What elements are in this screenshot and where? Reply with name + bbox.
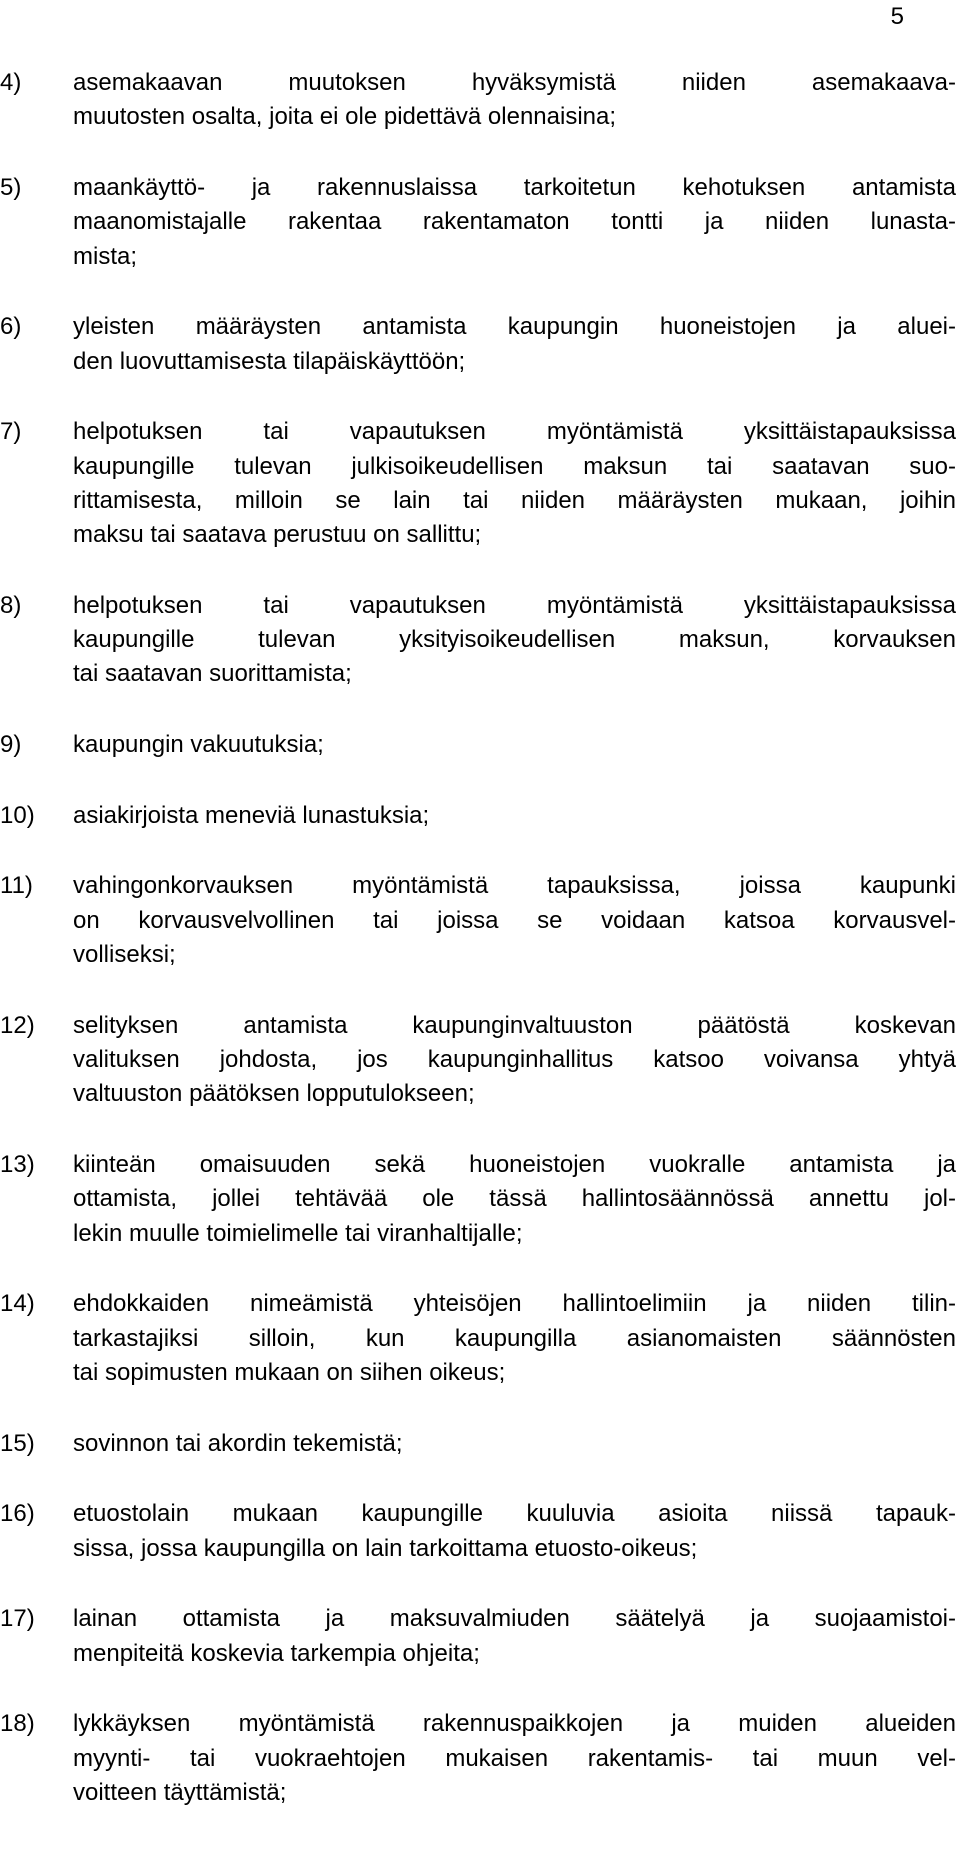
list-item [0, 171, 956, 274]
list-item [0, 1707, 956, 1810]
text-line: mista; [73, 242, 138, 270]
item-number: 13) [0, 1151, 35, 1179]
item-number: 7) [0, 418, 22, 446]
numbered-list [0, 66, 956, 1847]
item-text [73, 1707, 956, 1810]
text-line: muutosten osalta, joita ei ole pidettävä olennaisina; [73, 103, 617, 131]
list-item [0, 1602, 956, 1671]
text-line: ehdokkaiden nimeämistä yhteisöjen hallintoelimiin ja niiden tilin- [73, 1290, 956, 1318]
text-line: voitteen täyttämistä; [73, 1778, 287, 1806]
text-line: kiinteän omaisuuden sekä huoneistojen vuokralle antamista ja [73, 1151, 956, 1179]
text-line: kaupungin vakuutuksia; [73, 731, 324, 759]
item-number: 9) [0, 731, 22, 759]
text-line: lainan ottamista ja maksuvalmiuden säätelyä ja suojaamistoi- [73, 1605, 956, 1633]
list-item [0, 1148, 956, 1251]
list-item [0, 1009, 956, 1112]
item-number: 6) [0, 313, 22, 341]
text-line: tai sopimusten mukaan on siihen oikeus; [73, 1358, 506, 1386]
item-text [73, 66, 956, 135]
list-item [0, 1427, 956, 1461]
item-text [73, 1148, 956, 1251]
list-item [0, 1287, 956, 1390]
item-text [73, 1497, 956, 1566]
item-number: 15) [0, 1429, 35, 1457]
item-number: 8) [0, 591, 22, 619]
list-item [0, 869, 956, 972]
page-number: 5 [890, 3, 904, 30]
text-line: etuostolain mukaan kaupungille kuuluvia asioita niissä tapauk- [73, 1500, 956, 1528]
text-line: tai saatavan suorittamista; [73, 660, 352, 688]
item-text [73, 1009, 956, 1112]
text-line: selityksen antamista kaupunginvaltuuston päätöstä koskevan [73, 1011, 956, 1039]
item-number: 4) [0, 69, 22, 96]
item-number: 18) [0, 1710, 35, 1738]
item-text [73, 415, 956, 552]
text-line: kaupungille tulevan yksityisoikeudellisen maksun, korvauksen [73, 626, 956, 654]
text-line: helpotuksen tai vapautuksen myöntämistä yksittäistapauksissa [73, 591, 956, 619]
list-item [0, 310, 956, 379]
item-number: 16) [0, 1500, 35, 1528]
text-line: lykkäyksen myöntämistä rakennuspaikkojen ja muiden alueiden [73, 1710, 956, 1738]
text-line: den luovuttamisesta tilapäiskäyttöön; [73, 347, 466, 375]
text-line: vahingonkorvauksen myöntämistä tapauksissa, joissa kaupunki [73, 872, 956, 900]
text-line: maksu tai saatava perustuu on sallittu; [73, 521, 482, 549]
text-line: valtuuston päätöksen lopputulokseen; [73, 1080, 475, 1108]
item-number: 10) [0, 801, 35, 829]
item-text [73, 171, 956, 274]
list-item [0, 415, 956, 552]
list-item [0, 66, 956, 135]
item-number: 14) [0, 1290, 35, 1318]
text-line: rittamisesta, milloin se lain tai niiden määräysten mukaan, joihin [73, 486, 956, 514]
text-line: volliseksi; [73, 941, 176, 969]
text-line: asemakaavan muutoksen hyväksymistä niiden asemakaava- [73, 69, 956, 96]
text-line: asiakirjoista meneviä lunastuksia; [73, 801, 430, 829]
item-number: 12) [0, 1011, 35, 1039]
item-text [73, 310, 956, 379]
text-line: valituksen johdosta, jos kaupunginhallitus katsoo voivansa yhtyä [73, 1046, 956, 1074]
text-line: ottamista, jollei tehtävää ole tässä hallintosäännössä annettu jol- [73, 1185, 956, 1213]
list-item [0, 589, 956, 692]
text-line: tarkastajiksi silloin, kun kaupungilla asianomaisten säännösten [73, 1324, 956, 1352]
item-text [73, 728, 956, 762]
item-number: 5) [0, 173, 22, 201]
item-text [73, 1427, 956, 1461]
text-line: lekin muulle toimielimelle tai viranhaltijalle; [73, 1219, 523, 1247]
item-number: 11) [0, 872, 33, 900]
list-item [0, 1497, 956, 1566]
text-line: kaupungille tulevan julkisoikeudellisen maksun tai saatavan suo- [73, 452, 956, 480]
item-text [73, 1602, 956, 1671]
item-text [73, 799, 956, 833]
item-number: 17) [0, 1605, 35, 1633]
list-item [0, 728, 956, 762]
text-line: yleisten määräysten antamista kaupungin huoneistojen ja aluei- [73, 313, 956, 341]
text-line: maankäyttö- ja rakennuslaissa tarkoitetun kehotuksen antamista [73, 173, 956, 201]
text-line: maanomistajalle rakentaa rakentamaton tontti ja niiden lunasta- [73, 208, 956, 236]
item-text [73, 869, 956, 972]
text-line: on korvausvelvollinen tai joissa se voidaan katsoa korvausvel- [73, 906, 956, 934]
item-text [73, 1287, 956, 1390]
item-text [73, 589, 956, 692]
text-line: helpotuksen tai vapautuksen myöntämistä yksittäistapauksissa [73, 418, 956, 446]
text-line: menpiteitä koskevia tarkempia ohjeita; [73, 1639, 480, 1667]
text-line: sissa, jossa kaupungilla on lain tarkoittama etuosto-oikeus; [73, 1534, 698, 1562]
list-item [0, 799, 956, 833]
text-line: myynti- tai vuokraehtojen mukaisen rakentamis- tai muun vel- [73, 1744, 956, 1772]
text-line: sovinnon tai akordin tekemistä; [73, 1429, 403, 1457]
